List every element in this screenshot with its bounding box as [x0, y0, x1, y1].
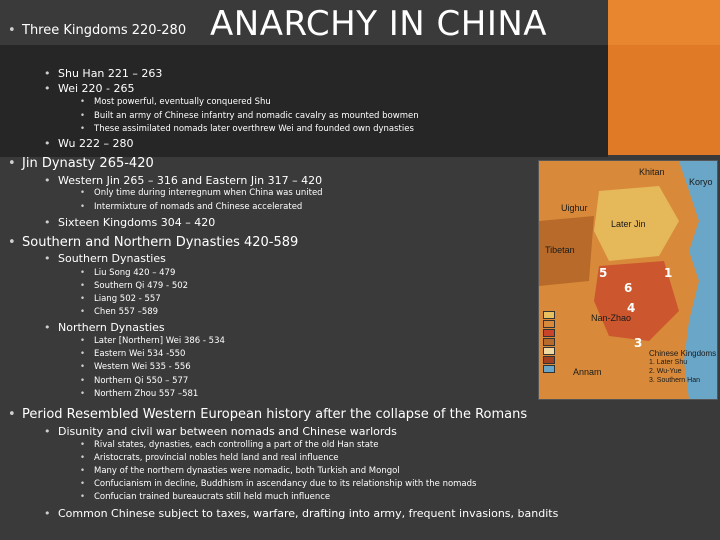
bullet-icon: • — [44, 216, 51, 229]
outline-text: Disunity and civil war between nomads and Chinese warlords — [58, 425, 397, 438]
outline-text: These assimilated nomads later overthrew Wei and founded own dynasties — [94, 124, 414, 134]
outline-item-level-3 — [80, 376, 188, 386]
bullet-icon: • — [44, 321, 51, 334]
outline-text: Northern Dynasties — [58, 321, 165, 334]
bullet-icon: • — [80, 492, 86, 502]
bullet-icon: • — [8, 23, 16, 38]
outline-text: Southern Dynasties — [58, 252, 166, 265]
map-label-later-jin: Later Jin — [611, 219, 646, 229]
outline-item-level-2 — [44, 321, 165, 334]
outline-item-level-2 — [44, 82, 135, 95]
outline-text: Later [Northern] Wei 386 - 534 — [94, 336, 225, 346]
outline-item-level-3 — [80, 466, 400, 476]
bullet-icon: • — [80, 307, 86, 317]
bullet-icon: • — [80, 202, 86, 212]
bullet-icon: • — [44, 174, 51, 187]
map-number-4: 4 — [627, 301, 636, 315]
outline-text: Many of the northern dynasties were nomadic, both Turkish and Mongol — [94, 466, 400, 476]
outline-item-level-3 — [80, 202, 302, 212]
bullet-icon: • — [80, 97, 86, 107]
outline-item-level-1 — [8, 235, 298, 250]
bullet-icon: • — [80, 294, 86, 304]
bullet-icon: • — [80, 349, 86, 359]
bullet-icon: • — [8, 235, 16, 250]
map-label-tibetan: Tibetan — [545, 245, 575, 255]
outline-item-level-2 — [44, 174, 322, 187]
outline-text: Northern Zhou 557 –581 — [94, 389, 199, 399]
outline-text: Confucianism in decline, Buddhism in ascendancy due to its relationship with the nomads — [94, 479, 477, 489]
bullet-icon: • — [44, 82, 51, 95]
map-label-nan-zhao: Nan-Zhao — [591, 313, 632, 323]
outline-item-level-3 — [80, 294, 161, 304]
outline-item-level-3 — [80, 479, 476, 489]
bullet-icon: • — [80, 124, 86, 134]
outline-item-level-3 — [80, 307, 158, 317]
outline-item-level-3 — [80, 124, 414, 134]
map-color-legend — [543, 311, 573, 374]
map-number-1: 1 — [664, 266, 673, 280]
outline-item-level-3 — [80, 97, 271, 107]
outline-item-level-3 — [80, 492, 330, 502]
outline-item-level-2 — [44, 67, 162, 80]
outline-item-level-2 — [44, 216, 215, 229]
outline-item-level-3 — [80, 349, 185, 359]
map-label-koryo: Koryo — [689, 177, 713, 187]
outline-text: Aristocrats, provincial nobles held land and real influence — [94, 453, 339, 463]
outline-item-level-3 — [80, 440, 378, 450]
bullet-icon: • — [8, 407, 16, 422]
map-legend-item-2: 2. Wu-Yue — [649, 368, 682, 375]
bullet-icon: • — [80, 111, 86, 121]
outline-item-level-3 — [80, 453, 339, 463]
map-legend-item-3: 3. Southern Han — [649, 377, 700, 384]
outline-text: Southern and Northern Dynasties 420-589 — [22, 235, 299, 250]
outline-item-level-3 — [80, 268, 175, 278]
outline-item-level-3 — [80, 281, 188, 291]
outline-text: Three Kingdoms 220-280 — [22, 23, 187, 38]
outline-item-level-1 — [8, 407, 527, 422]
outline-text: Shu Han 221 – 263 — [58, 67, 163, 80]
outline-text: Western Jin 265 – 316 and Eastern Jin 317 – 420 — [58, 174, 323, 187]
map-number-5: 5 — [599, 266, 608, 280]
outline-text: Sixteen Kingdoms 304 – 420 — [58, 216, 216, 229]
outline-item-level-3 — [80, 336, 225, 346]
outline-text: Only time during interregnum when China was united — [94, 188, 323, 198]
outline-text: Chen 557 –589 — [94, 307, 159, 317]
outline-text: Eastern Wei 534 -550 — [94, 349, 186, 359]
outline-item-level-3 — [80, 389, 198, 399]
outline-item-level-2 — [44, 507, 558, 520]
outline-item-level-3 — [80, 111, 419, 121]
map-legend-item-1: 1. Later Shu — [649, 359, 688, 366]
outline-item-level-1 — [8, 23, 186, 38]
bullet-icon: • — [80, 188, 86, 198]
outline-item-level-3 — [80, 188, 323, 198]
bullet-icon: • — [80, 440, 86, 450]
outline-text: Common Chinese subject to taxes, warfare, drafting into army, frequent invasions, bandits — [58, 507, 559, 520]
outline-item-level-2 — [44, 252, 166, 265]
bullet-icon: • — [44, 137, 51, 150]
outline-item-level-2 — [44, 425, 397, 438]
bullet-icon: • — [80, 479, 86, 489]
outline-item-level-2 — [44, 137, 133, 150]
outline-item-level-1 — [8, 156, 154, 171]
outline-text: Northern Qi 550 – 577 — [94, 376, 189, 386]
outline-text: Built an army of Chinese infantry and nomadic cavalry as mounted bowmen — [94, 111, 419, 121]
map-label-uighur: Uighur — [561, 203, 588, 213]
map-label-khitan: Khitan — [639, 167, 665, 177]
bullet-icon: • — [80, 376, 86, 386]
slide-title: ANARCHY IN CHINA — [210, 4, 548, 44]
outline-text: Intermixture of nomads and Chinese accelerated — [94, 202, 303, 212]
outline-text: Rival states, dynasties, each controlling a part of the old Han state — [94, 440, 379, 450]
bullet-icon: • — [44, 252, 51, 265]
outline-text: Jin Dynasty 265-420 — [22, 156, 154, 171]
bullet-icon: • — [80, 281, 86, 291]
outline-text: Western Wei 535 - 556 — [94, 362, 191, 372]
outline-text: Period Resembled Western European history after the collapse of the Romans — [22, 407, 528, 422]
outline-text: Liang 502 - 557 — [94, 294, 161, 304]
map-legend-title: Chinese Kingdoms — [649, 349, 717, 358]
map-number-3: 3 — [634, 336, 643, 350]
bullet-icon: • — [80, 466, 86, 476]
outline-text: Confucian trained bureaucrats still held much influence — [94, 492, 331, 502]
bullet-icon: • — [80, 268, 86, 278]
bullet-icon: • — [80, 362, 86, 372]
outline-text: Liu Song 420 – 479 — [94, 268, 176, 278]
bullet-icon: • — [80, 389, 86, 399]
outline-text: Most powerful, eventually conquered Shu — [94, 97, 271, 107]
bullet-icon: • — [80, 336, 86, 346]
bullet-icon: • — [44, 67, 51, 80]
map-label-annam: Annam — [573, 367, 602, 377]
china-map — [538, 160, 718, 400]
outline-text: Wu 222 – 280 — [58, 137, 134, 150]
outline-text: Southern Qi 479 - 502 — [94, 281, 189, 291]
bullet-icon: • — [44, 425, 51, 438]
bullet-icon: • — [80, 453, 86, 463]
orange-accent-top — [608, 0, 720, 45]
bullet-icon: • — [8, 156, 16, 171]
outline-item-level-3 — [80, 362, 191, 372]
bullet-icon: • — [44, 507, 51, 520]
outline-text: Wei 220 - 265 — [58, 82, 135, 95]
map-number-6: 6 — [624, 281, 633, 295]
